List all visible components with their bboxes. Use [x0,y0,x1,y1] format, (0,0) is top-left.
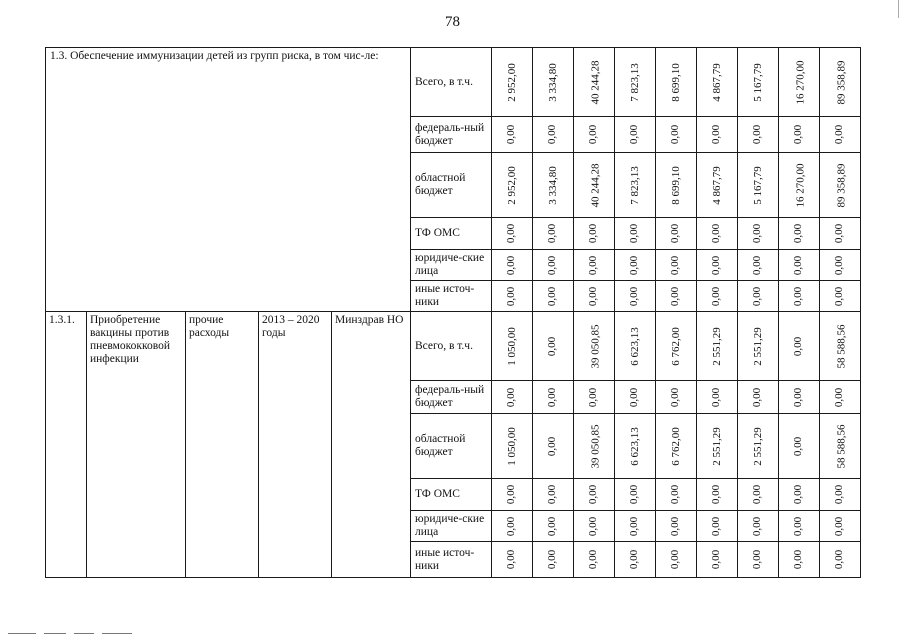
value-cell: 0,00 [710,124,723,145]
value-cell: 0,00 [710,387,723,407]
value-cell: 89 358,89 [835,163,848,207]
value-cell: 0,00 [628,124,641,145]
value-cell: 0,00 [628,549,641,570]
section-row-total [46,48,861,117]
value-cell: 0,00 [505,549,518,570]
value-cell: 2 551,29 [710,426,723,466]
value-cell: 0,00 [505,387,518,407]
value-cell: 58 588,56 [835,424,848,468]
value-cell: 0,00 [505,223,518,244]
value-cell: 0,00 [792,436,805,456]
value-cell: 0,00 [833,124,846,145]
value-cell: 0,00 [751,124,764,145]
executor: Минздрав НО [332,312,411,578]
value-cell: 0,00 [669,124,682,145]
value-cell: 0,00 [505,516,518,536]
value-cell: 0,00 [792,255,805,275]
value-cell: 0,00 [546,255,559,275]
value-cell: 0,00 [546,387,559,407]
value-cell: 0,00 [710,223,723,244]
value-cell: 0,00 [669,549,682,570]
source-label: ТФ ОМС [411,218,492,250]
value-cell: 1 050,00 [505,326,518,366]
value-cell: 0,00 [669,223,682,244]
value-cell: 8 699,10 [669,165,682,205]
source-label: областной бюджет [411,153,492,218]
value-cell: 0,00 [546,549,559,570]
source-label: юридиче-ские лица [411,511,492,542]
item-name: Приобретение вакцины против пневмококковой инфекции [87,312,186,578]
value-cell: 7 823,13 [628,62,641,102]
value-cell: 0,00 [505,124,518,145]
value-cell: 8 699,10 [669,62,682,102]
value-cell: 0,00 [587,549,600,570]
source-label: иные источ-ники [411,542,492,578]
value-cell: 0,00 [710,286,723,306]
value-cell: 0,00 [833,387,846,407]
item-number: 1.3.1. [46,312,87,578]
value-cell: 7 823,13 [628,165,641,205]
section-title: 1.3. Обеспечение иммунизации детей из групп риска, в том чис-ле: [46,48,411,312]
value-cell: 0,00 [628,223,641,244]
value-cell: 0,00 [669,255,682,275]
value-cell: 6 762,00 [669,326,682,366]
budget-table [45,47,861,578]
value-cell: 0,00 [587,286,600,306]
value-cell: 0,00 [628,286,641,306]
value-cell: 0,00 [751,484,764,505]
value-cell: 0,00 [792,124,805,145]
value-cell: 0,00 [833,255,846,275]
value-cell: 0,00 [751,516,764,536]
value-cell: 0,00 [546,484,559,505]
value-cell: 0,00 [587,124,600,145]
source-label: федераль-ный бюджет [411,381,492,414]
value-cell: 6 762,00 [669,426,682,466]
value-cell: 89 358,89 [835,60,848,104]
value-cell: 3 334,80 [546,62,559,102]
value-cell: 0,00 [751,549,764,570]
source-label: областной бюджет [411,414,492,479]
value-cell: 0,00 [628,484,641,505]
value-cell: 2 952,00 [505,165,518,205]
value-cell: 0,00 [792,516,805,536]
value-cell: 0,00 [546,286,559,306]
scan-edge-mark [898,0,899,18]
source-label: юридиче-ские лица [411,250,492,281]
value-cell: 3 334,80 [546,165,559,205]
value-cell: 0,00 [792,223,805,244]
value-cell: 0,00 [751,387,764,407]
source-label: ТФ ОМС [411,479,492,511]
value-cell: 6 623,13 [628,426,641,466]
value-cell: 0,00 [669,516,682,536]
value-cell: 0,00 [505,484,518,505]
value-cell: 2 551,29 [710,326,723,366]
value-cell: 4 867,79 [710,165,723,205]
item-row-total [46,312,861,381]
value-cell: 0,00 [669,286,682,306]
value-cell: 0,00 [628,516,641,536]
value-cell: 0,00 [792,286,805,306]
value-cell: 0,00 [628,387,641,407]
value-cell: 2 551,29 [751,326,764,366]
value-cell: 58 588,56 [835,324,848,368]
value-cell: 4 867,79 [710,62,723,102]
value-cell: 0,00 [833,223,846,244]
value-cell: 0,00 [710,516,723,536]
value-cell: 40 244,28 [589,60,602,104]
value-cell: 0,00 [505,286,518,306]
period: 2013 – 2020 годы [259,312,332,578]
value-cell: 0,00 [505,255,518,275]
value-cell: 2 952,00 [505,62,518,102]
value-cell: 0,00 [546,516,559,536]
value-cell: 39 050,85 [589,424,602,468]
value-cell: 2 551,29 [751,426,764,466]
value-cell: 0,00 [710,255,723,275]
value-cell: 0,00 [833,484,846,505]
source-label: Всего, в т.ч. [411,312,492,381]
value-cell: 0,00 [792,336,805,356]
value-cell: 5 167,79 [751,62,764,102]
value-cell: 16 270,00 [794,163,807,207]
value-cell: 0,00 [792,549,805,570]
value-cell: 0,00 [587,484,600,505]
value-cell: 0,00 [751,286,764,306]
value-cell: 0,00 [546,336,559,356]
value-cell: 39 050,85 [589,324,602,368]
value-cell: 0,00 [587,516,600,536]
value-cell: 0,00 [669,484,682,505]
value-cell: 0,00 [833,549,846,570]
value-cell: 0,00 [546,436,559,456]
source-label: федераль-ный бюджет [411,117,492,153]
value-cell: 0,00 [587,255,600,275]
source-label: Всего, в т.ч. [411,48,492,117]
value-cell: 0,00 [833,286,846,306]
source-label: иные источ-ники [411,281,492,312]
value-cell: 0,00 [710,484,723,505]
expense-type: прочие расходы [186,312,259,578]
value-cell: 0,00 [546,124,559,145]
value-cell: 0,00 [546,223,559,244]
value-cell: 0,00 [751,255,764,275]
value-cell: 0,00 [587,223,600,244]
value-cell: 0,00 [669,387,682,407]
value-cell: 5 167,79 [751,165,764,205]
scan-footer-lines [8,633,138,636]
value-cell: 6 623,13 [628,326,641,366]
value-cell: 0,00 [792,484,805,505]
value-cell: 0,00 [587,387,600,407]
value-cell: 0,00 [751,223,764,244]
value-cell: 0,00 [628,255,641,275]
page-number: 78 [445,14,460,30]
value-cell: 0,00 [833,516,846,536]
value-cell: 40 244,28 [589,163,602,207]
value-cell: 0,00 [792,387,805,407]
value-cell: 0,00 [710,549,723,570]
value-cell: 1 050,00 [505,426,518,466]
value-cell: 16 270,00 [794,60,807,104]
